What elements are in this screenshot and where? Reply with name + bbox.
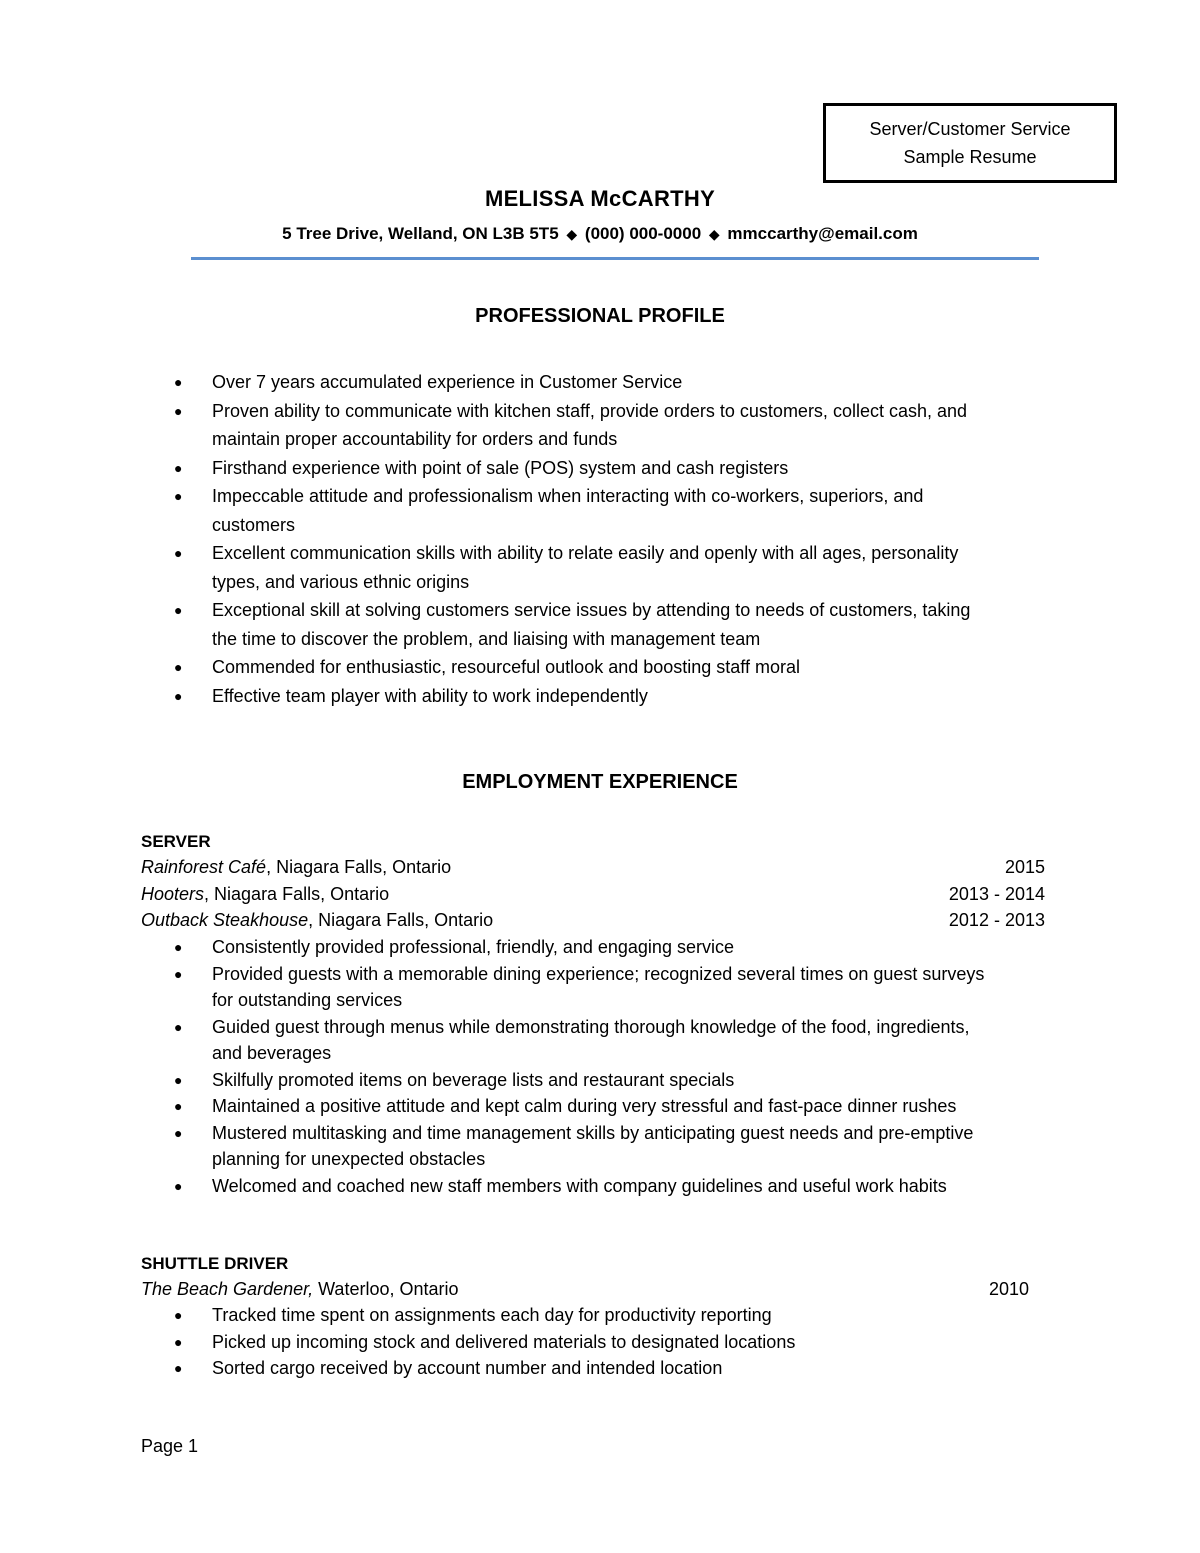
- bullet-text-line: Exceptional skill at solving customers service issues by attending to needs of customers, taking: [212, 600, 971, 620]
- bullet-text-line: types, and various ethnic origins: [212, 571, 470, 592]
- bullet-item: [0, 934, 1072, 961]
- job-title-shuttle-driver: SHUTTLE DRIVER: [141, 1254, 289, 1273]
- bullet-item: [0, 1302, 1072, 1329]
- bullet-icon: ●: [174, 1360, 183, 1376]
- document-type-line2: Sample Resume: [903, 147, 1037, 167]
- contact-line: [0, 224, 1200, 244]
- bullet-icon: ●: [174, 1071, 183, 1088]
- header-divider: [191, 257, 1039, 260]
- bullet-icon: ●: [174, 602, 183, 618]
- shuttle-duties-list: [0, 1302, 1072, 1382]
- bullet-text-line: Tracked time spent on assignments each day for productivity reporting: [212, 1305, 772, 1325]
- employer-name: Hooters: [141, 884, 205, 904]
- bullet-text-line: Mustered multitasking and time management skills by anticipating guest needs and pre-emptive: [212, 1122, 974, 1143]
- bullet-item: [0, 397, 1072, 454]
- email: mmccarthy@email.com: [727, 224, 918, 243]
- bullet-text-line: Maintained a positive attitude and kept calm during very stressful and fast-pace dinner rushes: [212, 1096, 957, 1116]
- bullet-text-line: Sorted cargo received by account number and intended location: [212, 1358, 723, 1378]
- bullet-text-line: Excellent communication skills with ability to relate easily and openly with all ages, personality: [212, 543, 959, 563]
- bullet-text-line: Skilfully promoted items on beverage lists and restaurant specials: [212, 1069, 735, 1090]
- employer-name: The Beach Gardener,: [141, 1279, 314, 1299]
- bullet-text-line: Impeccable attitude and professionalism when interacting with co-workers, superiors, and: [212, 486, 924, 506]
- bullet-text-line: for outstanding services: [212, 990, 403, 1010]
- bullet-item: [0, 961, 1072, 1014]
- bullet-icon: ●: [174, 1177, 183, 1194]
- employer-row: [141, 1276, 1029, 1302]
- bullet-icon: ●: [174, 1307, 183, 1323]
- bullet-icon: ●: [174, 1098, 183, 1114]
- document-type-line1: Server/Customer Service: [869, 119, 1071, 139]
- employment-dates: 2015: [1004, 857, 1045, 877]
- bullet-text-line: maintain proper accountability for orders and funds: [212, 429, 618, 449]
- bullet-item: [0, 1329, 1072, 1356]
- bullet-text-line: Over 7 years accumulated experience in Customer Service: [212, 372, 683, 392]
- document-type-box: [823, 103, 1117, 183]
- employment-dates: 2010: [988, 1279, 1029, 1299]
- bullet-icon: ●: [174, 1018, 183, 1035]
- diamond-separator-icon: ◆: [708, 226, 720, 242]
- employer-location: , Niagara Falls, Ontario: [266, 857, 452, 877]
- bullet-text-line: Picked up incoming stock and delivered materials to designated locations: [212, 1331, 796, 1352]
- bullet-text-line: planning for unexpected obstacles: [212, 1149, 486, 1169]
- bullet-item: [0, 682, 1072, 711]
- bullet-item: [0, 482, 1072, 539]
- employer-location: Waterloo, Ontario: [313, 1279, 459, 1299]
- employment-dates: 2013 - 2014: [948, 884, 1045, 904]
- bullet-text-line: the time to discover the problem, and liaising with management team: [212, 628, 761, 649]
- employer-row: [141, 854, 1045, 880]
- bullet-icon: ●: [174, 687, 183, 704]
- bullet-icon: ●: [174, 1333, 183, 1350]
- bullet-icon: ●: [174, 545, 183, 561]
- bullet-item: [0, 596, 1072, 653]
- bullet-text-line: Provided guests with a memorable dining experience; recognized several times on guest surveys: [212, 963, 985, 984]
- employer-name: Outback Steakhouse: [141, 910, 309, 930]
- job-title-server: SERVER: [141, 832, 211, 851]
- employment-dates: 2012 - 2013: [948, 910, 1045, 930]
- bullet-icon: ●: [174, 488, 183, 504]
- bullet-text-line: customers: [212, 514, 296, 535]
- bullet-item: [0, 1093, 1072, 1120]
- bullet-icon: ●: [174, 374, 183, 390]
- page-number: Page 1: [141, 1436, 199, 1456]
- bullet-icon: ●: [174, 459, 183, 476]
- server-duties-list: [0, 934, 1072, 1199]
- bullet-item: [0, 368, 1072, 397]
- bullet-item: [0, 1014, 1072, 1067]
- bullet-item: [0, 454, 1072, 483]
- bullet-text-line: Commended for enthusiastic, resourceful outlook and boosting staff moral: [212, 657, 800, 677]
- bullet-text-line: and beverages: [212, 1043, 332, 1063]
- bullet-icon: ●: [174, 659, 183, 675]
- bullet-text-line: Guided guest through menus while demonstrating thorough knowledge of the food, ingredients,: [212, 1016, 970, 1037]
- bullet-text-line: Firsthand experience with point of sale (POS) system and cash registers: [212, 457, 789, 478]
- employer-location: , Niagara Falls, Ontario: [308, 910, 494, 930]
- bullet-icon: ●: [174, 939, 183, 955]
- bullet-item: [0, 1067, 1072, 1094]
- profile-list: [0, 368, 1072, 710]
- bullet-icon: ●: [174, 965, 183, 982]
- bullet-item: [0, 653, 1072, 682]
- diamond-separator-icon: ◆: [566, 226, 578, 242]
- bullet-item: [0, 1120, 1072, 1173]
- bullet-item: [0, 1173, 1072, 1200]
- profile-heading: PROFESSIONAL PROFILE: [475, 305, 725, 327]
- bullet-item: [0, 1355, 1072, 1382]
- employer-location: , Niagara Falls, Ontario: [204, 884, 390, 904]
- bullet-item: [0, 539, 1072, 596]
- employer-row: [141, 881, 1045, 907]
- bullet-text-line: Proven ability to communicate with kitchen staff, provide orders to customers, collect cash, and: [212, 400, 968, 421]
- bullet-text-line: Effective team player with ability to work independently: [212, 685, 648, 706]
- bullet-icon: ●: [174, 402, 183, 419]
- employer-row: [141, 907, 1045, 933]
- employer-name: Rainforest Café: [141, 857, 267, 877]
- candidate-name: MELISSA McCARTHY: [484, 186, 716, 211]
- address: 5 Tree Drive, Welland, ON L3B 5T5: [282, 224, 559, 243]
- bullet-text-line: Welcomed and coached new staff members with company guidelines and useful work habits: [212, 1175, 947, 1196]
- phone: (000) 000-0000: [584, 224, 702, 243]
- bullet-text-line: Consistently provided professional, friendly, and engaging service: [212, 937, 734, 957]
- experience-heading: EMPLOYMENT EXPERIENCE: [462, 771, 738, 793]
- bullet-icon: ●: [174, 1124, 183, 1141]
